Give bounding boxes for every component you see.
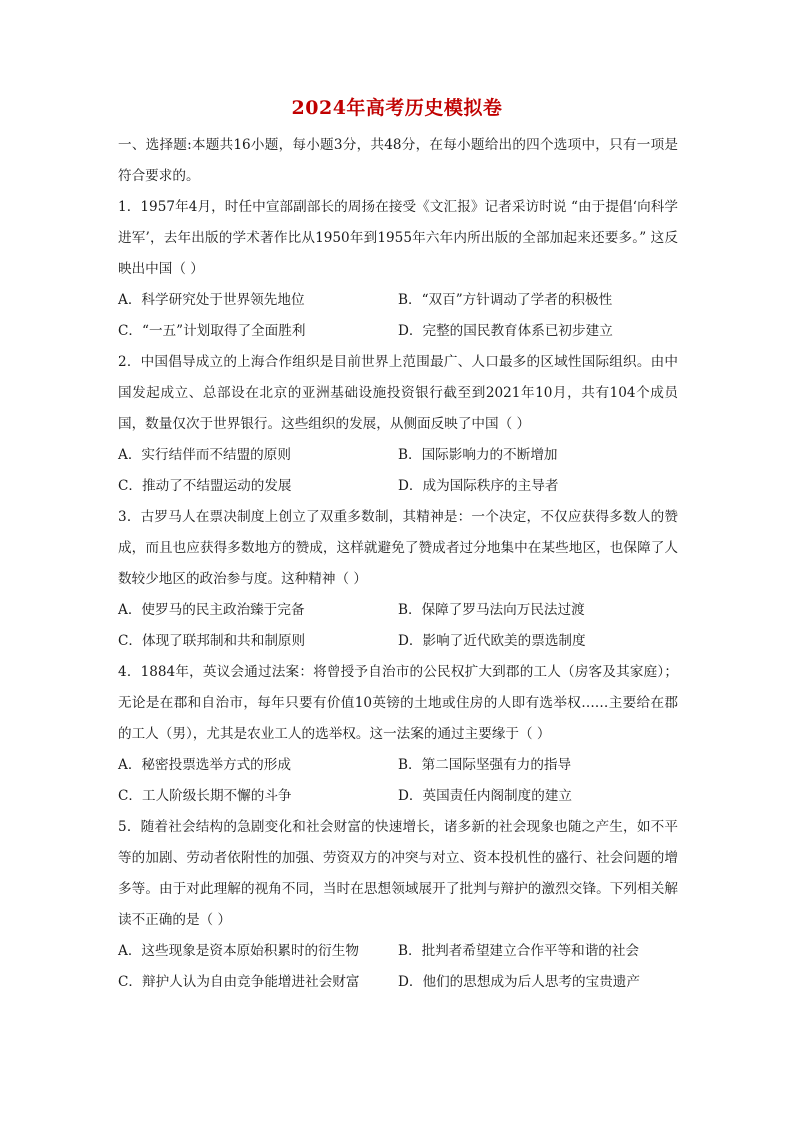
- option-b: B．国际影响力的不断增加: [398, 447, 558, 463]
- exam-title: 2024年高考历史模拟卷: [291, 97, 503, 119]
- question-4: [118, 657, 678, 812]
- option-b: B．第二国际坚强有力的指导: [398, 757, 572, 773]
- question-options: [118, 440, 678, 502]
- question-stem: 1．1957年4月，时任中宣部副部长的周扬在接受《文汇报》记者采访时说 “由于提倡‘向科学进军’，去年出版的学术著作比从1950年到1955年六年内所出版的全部加起来还要多。” 这反映出中国（ ）: [118, 199, 678, 277]
- option-b: B．批判者希望建立合作平等和谐的社会: [398, 943, 640, 959]
- option-a: A．使罗马的民主政治臻于完备: [118, 602, 305, 618]
- option-d: D．影响了近代欧美的票选制度: [398, 633, 586, 649]
- option-c: C．工人阶级长期不懈的斗争: [118, 788, 292, 804]
- section-instructions: 一、选择题:本题共16小题，每小题3分，共48分，在每小题给出的四个选项中，只有一项是符合要求的。: [118, 137, 678, 184]
- question-options: [118, 285, 678, 347]
- option-d: D．完整的国民教育体系已初步建立: [398, 323, 613, 339]
- option-c: C．体现了联邦制和共和制原则: [118, 633, 306, 649]
- question-1: [118, 192, 678, 347]
- question-stem: 4．1884年，英议会通过法案：将曾授予自治市的公民权扩大到郡的工人（房客及其家庭）；无论是在郡和自治市，每年只要有价值10英镑的土地或住房的人即有选举权……主要给在郡的工人（男），尤其是农业工人的选举权。这一法案的通过主要缘于（ ）: [118, 664, 678, 742]
- question-stem: 3．古罗马人在票决制度上创立了双重多数制，其精神是：一个决定，不仅应获得多数人的赞成，而且也应获得多数地方的赞成，这样就避免了赞成者过分地集中在某些地区，也保障了人数较少地区的政治参与度。这种精神（ ）: [118, 509, 678, 587]
- option-a: A．科学研究处于世界领先地位: [118, 292, 305, 308]
- option-d: D．英国责任内阁制度的建立: [398, 788, 573, 804]
- option-a: A．秘密投票选举方式的形成: [118, 757, 291, 773]
- question-options: [118, 936, 678, 998]
- question-2: [118, 347, 678, 502]
- question-3: [118, 502, 678, 657]
- option-d: D．成为国际秩序的主导者: [398, 478, 559, 494]
- option-a: A．这些现象是资本原始积累时的衍生物: [118, 943, 359, 959]
- option-b: B．保障了罗马法向万民法过渡: [398, 602, 585, 618]
- option-b: B．“双百”方针调动了学者的积极性: [398, 292, 613, 308]
- question-options: [118, 750, 678, 812]
- option-a: A．实行结伴而不结盟的原则: [118, 447, 291, 463]
- option-d: D．他们的思想成为后人思考的宝贵遗产: [398, 974, 640, 990]
- exam-content: [118, 130, 678, 998]
- option-c: C．辩护人认为自由竞争能增进社会财富: [118, 974, 360, 990]
- question-5: [118, 812, 678, 998]
- question-stem: 2．中国倡导成立的上海合作组织是目前世界上范围最广、人口最多的区域性国际组织。由中国发起成立、总部设在北京的亚洲基础设施投资银行截至到2021年10月，共有104个成员国，数量仅次于世界银行。这些组织的发展，从侧面反映了中国（ ）: [118, 354, 678, 432]
- question-options: [118, 595, 678, 657]
- option-c: C．“一五”计划取得了全面胜利: [118, 323, 306, 339]
- question-stem: 5．随着社会结构的急剧变化和社会财富的快速增长，诸多新的社会现象也随之产生，如不平等的加剧、劳动者依附性的加强、劳资双方的冲突与对立、资本投机性的盛行、社会问题的增多等。由于对此理解的视角不同，当时在思想领域展开了批判与辩护的激烈交锋。下列相关解读不正确的是（ ）: [118, 819, 678, 928]
- option-c: C．推动了不结盟运动的发展: [118, 478, 292, 494]
